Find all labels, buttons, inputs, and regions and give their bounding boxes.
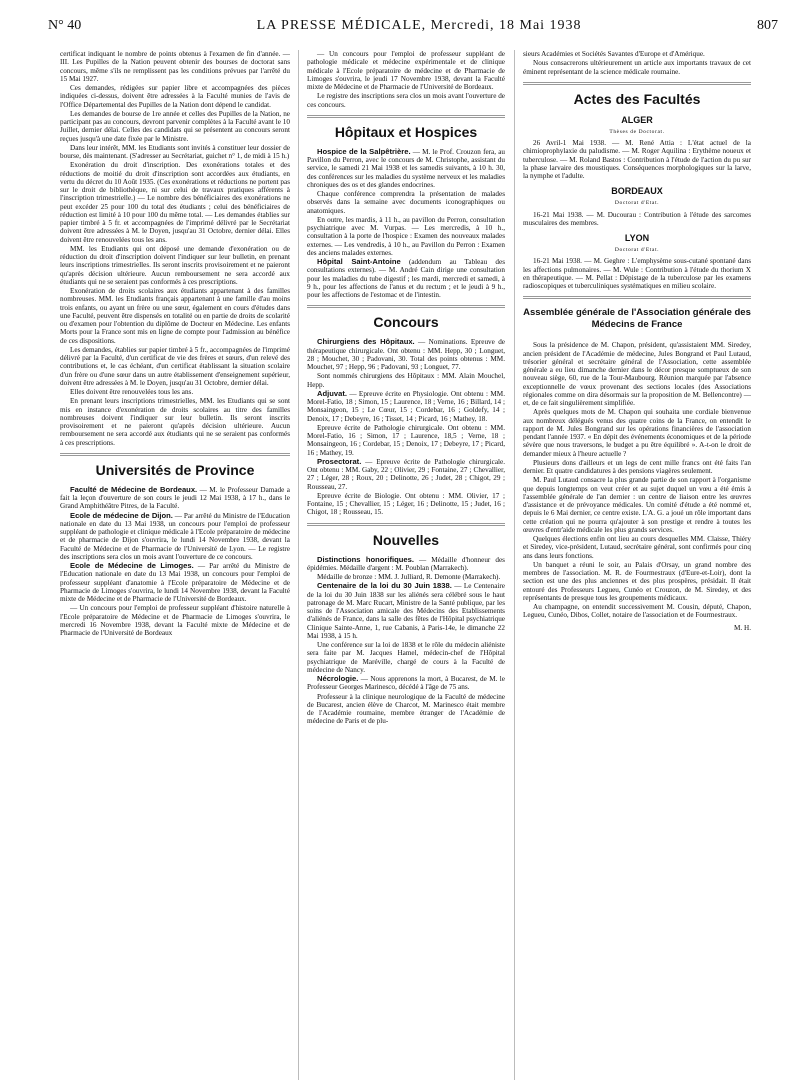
entry-head: Adjuvat. xyxy=(317,388,347,398)
entry-text: — Nominations. Epreuve de thérapeutique chirurgicale. Ont obtenu : MM. Hepp, 30 ; Longuet, 28 ; Mouchet, 30 ; Padovani, 30. Total des points obtenus : MM. Mouchet, 97 ; Hepp, 96 ; Padovani, 93 ; Longuet, 77. xyxy=(307,338,505,371)
paragraph: Les demandes, établies sur papier timbré à 5 fr., accompagnées de l'imprimé délivré par la Faculté, d'un certificat de vie des frères et sœurs, d'un relevé des contributions et, le cas échéant, d'un certificat établissant la situation scolaire d'un frère ou d'une sœur dans un autre établissement d'enseignement supérieur, doivent être adressées à M. le Doyen, jusqu'au 31 Octobre, dernier délai. xyxy=(60,345,290,387)
paragraph: Exonération de droits scolaires aux étudiants appartenant à des familles nombreuses. MM. les Etudiants français appartenant à une famille d'au moins trois enfants, ou ayant un frère ou une sœur, également en cours d'études dans une Faculté, peuvent être dispensés en totalité ou en partie de droits de scolarité ou d'examen pour l'obtention du diplôme de Docteur en Médecine. Les enfants Morts pour la France sont mis en ligne de compte pour l'admission au bénéfice de ces dispositions. xyxy=(60,287,290,345)
section-divider xyxy=(307,305,505,308)
entry-head: Prosectorat. xyxy=(317,456,362,466)
entry xyxy=(307,372,505,389)
faculty-city: ALGER xyxy=(621,114,653,125)
entry xyxy=(307,492,505,517)
entry-head: Ecole de Médecine de Limoges. xyxy=(70,561,194,570)
entry xyxy=(60,512,290,562)
entry-text: — Par arrêté du Ministre de l'Education nationale en date du 13 Mai 1938, un concours pour l'emploi de professeur suppléant de pathologie et clinique médicale à l'Ecole préparatoire de médecine et de pharmacie de Dijon s'ouvrira, le lundi 14 Novembre 1938, devant la Faculté de Médecine et de Pharmacie de l'Université de Lyon. — Le registre des inscriptions sera clos un mois avant l'ouverture de ce concours. xyxy=(60,511,290,561)
paragraph: MM. les Etudiants qui ont déposé une demande d'exonération ou de réduction du droit d'inscription doivent l'indiquer sur leur bulletin, en prenant leurs inscriptions trimestrielles. Ils seront inscrits provisoirement et ne paieront qu'après décision ultérieure. Aucun remboursement ne sera accordé aux étudiants qui ne se seraient pas conformés à ces prescriptions. xyxy=(60,244,290,286)
entry xyxy=(307,190,505,215)
faculty-text: 16-21 Mai 1938. — M. Ducourau : Contribution à l'étude des sarcomes musculaires des membres. xyxy=(523,210,751,227)
entry xyxy=(307,693,505,726)
entry xyxy=(307,458,505,491)
entry-text: — Un concours pour l'emploi de professeur suppléant d'histoire naturelle à l'Ecole préparatoire de Médecine et de Pharmacie de Limoges s'ouvrira, le mercredi 16 Novembre 1938, devant la Faculté mixte de Médecine et de Pharmacie de l'Université de Bordeaux xyxy=(60,604,290,637)
entry-text: — M. le Professeur Damade a fait la leçon d'ouverture de son cours le jeudi 12 Mai 1938, à 17 h., dans le Grand Amphithéâtre Pitres, de la Faculté. xyxy=(60,485,290,511)
column-rule xyxy=(514,50,515,1080)
entry-head: Centenaire de la loi du 30 Juin 1838. xyxy=(317,581,452,591)
entry-head: Nécrologie. xyxy=(317,674,359,683)
paragraph: Au champagne, on entendit successivement M. Cousin, député, Chapon, Legueu, Cunéo, Dibos, Collet, notaire de l'association et de Fourmestraux. xyxy=(523,603,751,620)
paragraph: Après quelques mots de M. Chapon qui souhaita une cordiale bienvenue aux nombreux délégués venus des quatre coins de la France, on entendit le rapport de M. Jules Bongrand sur les opérations financières de l'association pendant l'année 1937. « En dépit des événements économiques et de la période sévère que nous traversons, le budget a pu être équilibré ». A-t-on le droit de demander mieux à l'heure actuelle ? xyxy=(523,408,751,458)
faculty-subtitle: Thèses de Doctorat. xyxy=(609,128,665,135)
entry xyxy=(307,338,505,371)
entry-text: Epreuve écrite de Biologie. Ont obtenu : MM. Olivier, 17 ; Fontaine, 15 ; Chevallier, 15 ; Léger, 16 ; Delinotte, 15 ; Judet, 16 ; Chigot, 18 ; Rousseau, 15. xyxy=(307,491,505,517)
paragraph: certificat indiquant le nombre de points obtenus à l'examen de fin d'année. — III. Les Pupilles de la Nation peuvent obtenir des bourses de doctorat sans concours, même s'ils ne remplissent pas les conditions prévues par l'arrêté du 15 Mai 1927. xyxy=(60,50,290,83)
paragraph: Quelques élections enfin ont lieu au cours desquelles MM. Claisse, Thiéry et Siredey, vice-président, Lutaud, secrétaire général, sont confirmés pour cinq ans dans leurs fonctions. xyxy=(523,535,751,560)
entry xyxy=(307,258,505,299)
entry-head: Distinctions honorifiques. xyxy=(317,554,414,564)
journal-title: LA PRESSE MÉDICALE, Mercredi, 18 Mai 1938 xyxy=(256,18,582,33)
entry-text: — Epreuve écrite de Pathologie chirurgicale. Ont obtenu : MM. Gaby, 22 ; Olivier, 29 ; Fontaine, 27 ; Chevallier, 27 ; Léger, 28 ; Roux, 20 ; Delinotte, 26 ; Judet, 28 ; Chigot, 29 ; Rousseau, 27. xyxy=(307,457,505,491)
column-2 xyxy=(307,50,505,727)
entry-text: En outre, les mardis, à 11 h., au pavillon du Perron, consultation psychiatrique avec M. Vurpas. — Les mercredis, à 10 h., consultation à la porte de l'hospice : Examen des nouveaux malades externes. — Les vendredis, à 10 h., au Pavillon du Perron : Examen des anciens malades externes. xyxy=(307,215,505,257)
faculty-text: 26 Avril-1 Mai 1938. — M. René Attia : L'état actuel de la chimioprophylaxie du paludisme. — M. Roger Aquilina : Erythème noueux et tuberculose. — M. Roland Bastos : Contribution à l'étude de l'action du pu sur la phase larvaire des moustiques. Conséquences morphologiques sur la larve, la nymphe et l'adulte. xyxy=(523,139,751,180)
entry-text: — Par arrêté du Ministre de l'Education nationale en date du 13 Mai 1938, un concours pour l'emploi de professeur suppléant d'anatomie à l'Ecole préparatoire de Médecine et de Pharmacie de Limoges s'ouvrira, le lundi 14 Novembre 1938, devant la Faculté mixte de Médecine et de Pharmacie de l'Université de Bordeaux. xyxy=(60,562,290,603)
paragraph: M. Paul Lutaud consacre la plus grande partie de son rapport à l'organisme que depuis longtemps on veut créer et au sujet duquel un vœu a été émis à l'assemblée générale de l'an dernier : un centre de liaison entre les œuvres d'assistance et de prévoyance médicales. Un comité d'étude a été nommé et, depuis le 6 Mai dernier, ce centre existe. L'A. G. a joué un rôle important dans cette création qui ne pourra qu'ajouter à son prestige et rendre à toutes les œuvres d'entr'aide médicale les plus grands services. xyxy=(523,476,751,534)
paragraph: Ces demandes, rédigées sur papier libre et accompagnées des pièces indiquées ci-dessus, doivent être adressées à la Faculté munies de l'avis de l'Office Départemental des Pupilles de la Nation dont dépend le candidat. xyxy=(60,84,290,109)
paragraph: Plusieurs dons d'ailleurs et un legs de cent mille francs ont été faits l'an dernier. Et quatre candidatures à des pensions viagères seulement. xyxy=(523,458,751,475)
column-1 xyxy=(60,50,290,638)
column-3 xyxy=(523,50,751,633)
entry xyxy=(60,486,290,511)
paragraph: — Un concours pour l'emploi de professeur suppléant de pathologie médicale et médecine expérimentale et de clinique médicale à l'Ecole préparatoire de médecine et de Pharmacie de Limoges s'ouvrira, le jeudi 17 Novembre 1938, devant la Faculté mixte de Médecine et de Pharmacie de l'Université de Bordeaux. xyxy=(307,50,505,91)
section-divider xyxy=(307,523,505,526)
faculty-city: LYON xyxy=(624,233,650,243)
entry-text: (addendum au Tableau des consultations externes). — M. André Cain dirige une consultation pour les maladies du tube digestif ; les mardi, mercredi et samedi, à 9 h., pour les affections de l'anus et du rectum ; et le jeudi à 9 h., pour les affections de l'estomac et de l'intestin. xyxy=(307,258,505,299)
paragraph: Les demandes de bourse de 1re année et celles des Pupilles de la Nation, ne participant pas au concours, devront parvenir complètes à la Faculté avant le 10 Juillet, dernier délai. Celles des candidats qui se présentent au concours seront reçues jusqu'à une date fixée par le Ministre. xyxy=(60,109,290,143)
paragraph: Sous la présidence de M. Chapon, président, qu'assistaient MM. Siredey, ancien président de l'Académie de médecine, Jules Bongrand et Paul Lutaud, trésorier général et secrétaire général de l'Association, cette assemblée générale a eu lieu dimanche dernier dans le décor presque somptueux de son nouveau siège, 60, rue de la Tour-Maubourg. Réunion marquée par l'absence exceptionnelle de vœux provenant des sections locales (des Associations régionales comme on dira désormais sur la proposition de M. Bellencontre) — et, de ce fait singulièrement simplifiée. xyxy=(523,341,751,407)
entry-text: Professeur à la clinique neurologique de la Faculté de médecine de Bucarest, ancien élève de Charcot, M. Marinesco était membre de l'Académie roumaine, membre étranger de l'Académie de médecine de Paris et de plu- xyxy=(307,692,505,726)
entry-head: Faculté de Médecine de Bordeaux. xyxy=(70,484,198,494)
entry xyxy=(60,562,290,603)
entry-text: Médaille de bronze : MM. J. Julliard, R. Demonte (Marrakech). xyxy=(317,573,501,581)
entry-text: — Médaille d'honneur des épidémies. Médaille d'argent : M. Poublan (Marrakech). xyxy=(307,555,505,572)
signature: M. H. xyxy=(734,623,751,632)
section-divider xyxy=(523,296,751,299)
paragraph: Le registre des inscriptions sera clos un mois avant l'ouverture de ces concours. xyxy=(307,92,505,109)
entry-head: Hospice de la Salpêtrière. xyxy=(317,146,411,156)
entry xyxy=(307,556,505,573)
section-divider xyxy=(60,453,290,456)
entry-text: Sont nommés chirurgiens des Hôpitaux : MM. Alain Mouchel, Hepp. xyxy=(307,372,505,389)
page-number: 807 xyxy=(757,18,778,33)
page-header xyxy=(48,18,778,38)
section-title-concours: Concours xyxy=(373,314,439,331)
section-title-actes: Actes des Facultés xyxy=(573,90,701,107)
paragraph: Dans leur intérêt, MM. les Etudiants sont invités à constituer leur dossier de bourse, dès maintenant. (S'adresser au Secrétariat, guichet n° 1, de midi à 15 h.) xyxy=(60,143,290,160)
entry xyxy=(307,573,505,581)
entry xyxy=(60,604,290,637)
faculty-subtitle: Doctorat d'Etat. xyxy=(614,247,660,253)
section-divider xyxy=(307,115,505,118)
paragraph: Exonération du droit d'inscription. Des exonérations totales et des réductions de moitié du droit d'inscription sont accordées aux étudiants, en vertu du décret du 10 Août 1935. (Ces exonérations et réductions ne portent pas sur le droit de bibliothèque, ni sur celui de travaux pratiques afférents à l'inscription trimestrielle.) — Le nombre des bénéficiaires des exonérations ne peut excéder 25 pour 100 du total des étudiants ; celui des bénéficiaires de réduction est limité à 10 pour 100 du même total. — Les demandes établies sur papier timbré à 5 fr. et accompagnées de l'imprimé délivré par le Secrétariat doivent être adressées à M. le Doyen, jusqu'au 31 Octobre, dernier délai. Elles doivent être renouvelées tous les ans. xyxy=(60,161,290,244)
column-rule xyxy=(298,50,299,1080)
paragraph: Nous consacrerons ultérieurement un article aux importants travaux de cet éminent représentant de la science médicale roumaine. xyxy=(523,59,751,76)
entry-text: Epreuve écrite de Pathologie chirurgicale. Ont obtenu : MM. Morel-Fatio, 16 ; Simon, 17 ; Laurence, 18,5 ; Verne, 18 ; Monsaingeon, 16 ; Cordebar, 15 ; Denoix, 17 ; Debeyre, 17 ; Picard, 16 ; Mathey, 19. xyxy=(307,423,505,457)
entry-text: Chaque conférence comprendra la présentation de malades observés dans la semaine avec documents iconographiques ou anatomiques. xyxy=(307,190,505,215)
entry-head: Ecole de médecine de Dijon. xyxy=(70,510,173,520)
paragraph: Elles doivent être renouvelées tous les ans. xyxy=(70,388,194,396)
issue-number: N° 40 xyxy=(48,18,82,33)
entry-text: — M. le Prof. Crouzon fera, au Pavillon du Perron, avec le concours de M. Christophe, assistant du service, le samedi 21 Mai 1938 et les samedis suivants, à 10 h. 30, des conférences sur les maladies du système nerveux et les maladies chroniques des os et des glandes endocrines. xyxy=(307,147,505,189)
faculty-subtitle: Doctorat d'Etat. xyxy=(614,200,660,207)
paragraph: sieurs Académies et Sociétés Savantes d'Europe et d'Amérique. xyxy=(523,50,705,58)
entry xyxy=(307,675,505,692)
entry xyxy=(307,582,505,640)
entry xyxy=(307,424,505,457)
paragraph: En prenant leurs inscriptions trimestrielles, MM. les Etudiants qui se sont mis en instance d'exonération de droits scolaires au titre des familles nombreuses doivent l'indiquer sur leur bulletin. Ils seront inscrits provisoirement et ne paieront qu'après décision ultérieure. Aucun remboursement ne sera accordé aux étudiants qui ne se seraient pas conformés à ces prescriptions. xyxy=(60,397,290,447)
section-divider xyxy=(523,82,751,85)
entry xyxy=(307,641,505,674)
section-title-hopitaux: Hôpitaux et Hospices xyxy=(334,123,478,140)
faculty-city: BORDEAUX xyxy=(611,186,663,197)
entry-head: Chirurgiens des Hôpitaux. xyxy=(317,337,415,347)
entry xyxy=(307,390,505,423)
section-title-nouvelles: Nouvelles xyxy=(372,531,440,548)
paragraph: Un banquet a réuni le soir, au Palais d'Orsay, un grand nombre des membres de l'association. M. R. de Fourmestraux (d'Eure-et-Loir), dont la section est une des plus anciennes et des plus prospères, présidait. Il était entouré des Professeurs Legueu, Cunéo et Crouzon, de M. Siredey, et des représentants de presque tous les groupements médicaux. xyxy=(523,560,751,602)
entry-text: — Le Centenaire de la loi du 30 Juin 1838 sur les aliénés sera célébré sous le haut patronage de M. Marc Rucart, Ministre de la Santé publique, par les soins de l'Association amicale des Médecins des Etablissements d'aliénés de France, dans la salle des fêtes de l'Hôpital psychiatrique Clinique Sainte-Anne, 1, rue Cabanis, à Paris-14e, le dimanche 22 Mai 1938, à 15 h. xyxy=(307,582,505,640)
entry xyxy=(307,216,505,257)
faculty-text: 16-21 Mai 1938. — M. Geghre : L'emphysème sous-cutané spontané dans les affections pulmonaires. — M. Wule : Contribution à l'étude du thorium X en thérapeutique. — M. Pellat : Dépistage de la tuberculose par les examens radioscopiques et tuberculiniques systématiques en milieu scolaire. xyxy=(523,257,751,290)
entry-head: Hôpital Saint-Antoine xyxy=(317,257,401,266)
entry xyxy=(307,148,505,189)
entry-text: — Nous apprenons la mort, à Bucarest, de M. le Professeur Georges Marinesco, décédé à l'âge de 75 ans. xyxy=(307,675,505,692)
section-title-universites: Universités de Province xyxy=(95,461,255,478)
section-title-assemblee: Assemblée générale de l'Association générale des Médecins de France xyxy=(523,307,751,331)
entry-text: — Epreuve écrite en Physiologie. Ont obtenu : MM. Morel-Fatio, 18 ; Simon, 15 ; Laurence, 18 ; Verne, 16 ; Billard, 14 ; Monsaingeon, 15 ; Le Cœur, 15 ; Cordebar, 16 ; Goldefy, 14 ; Denoix, 17 ; Debeyre, 16 ; Tisset, 14 ; Picard, 16 ; Mathey, 18. xyxy=(307,389,505,423)
entry-text: Une conférence sur la loi de 1838 et le rôle du médecin aliéniste sera faite par M. Jacques Hamel, médecin-chef de l'Hôpital psychiatrique de Maréville, chargé de cours à la Faculté de médecine de Nancy. xyxy=(307,641,505,674)
